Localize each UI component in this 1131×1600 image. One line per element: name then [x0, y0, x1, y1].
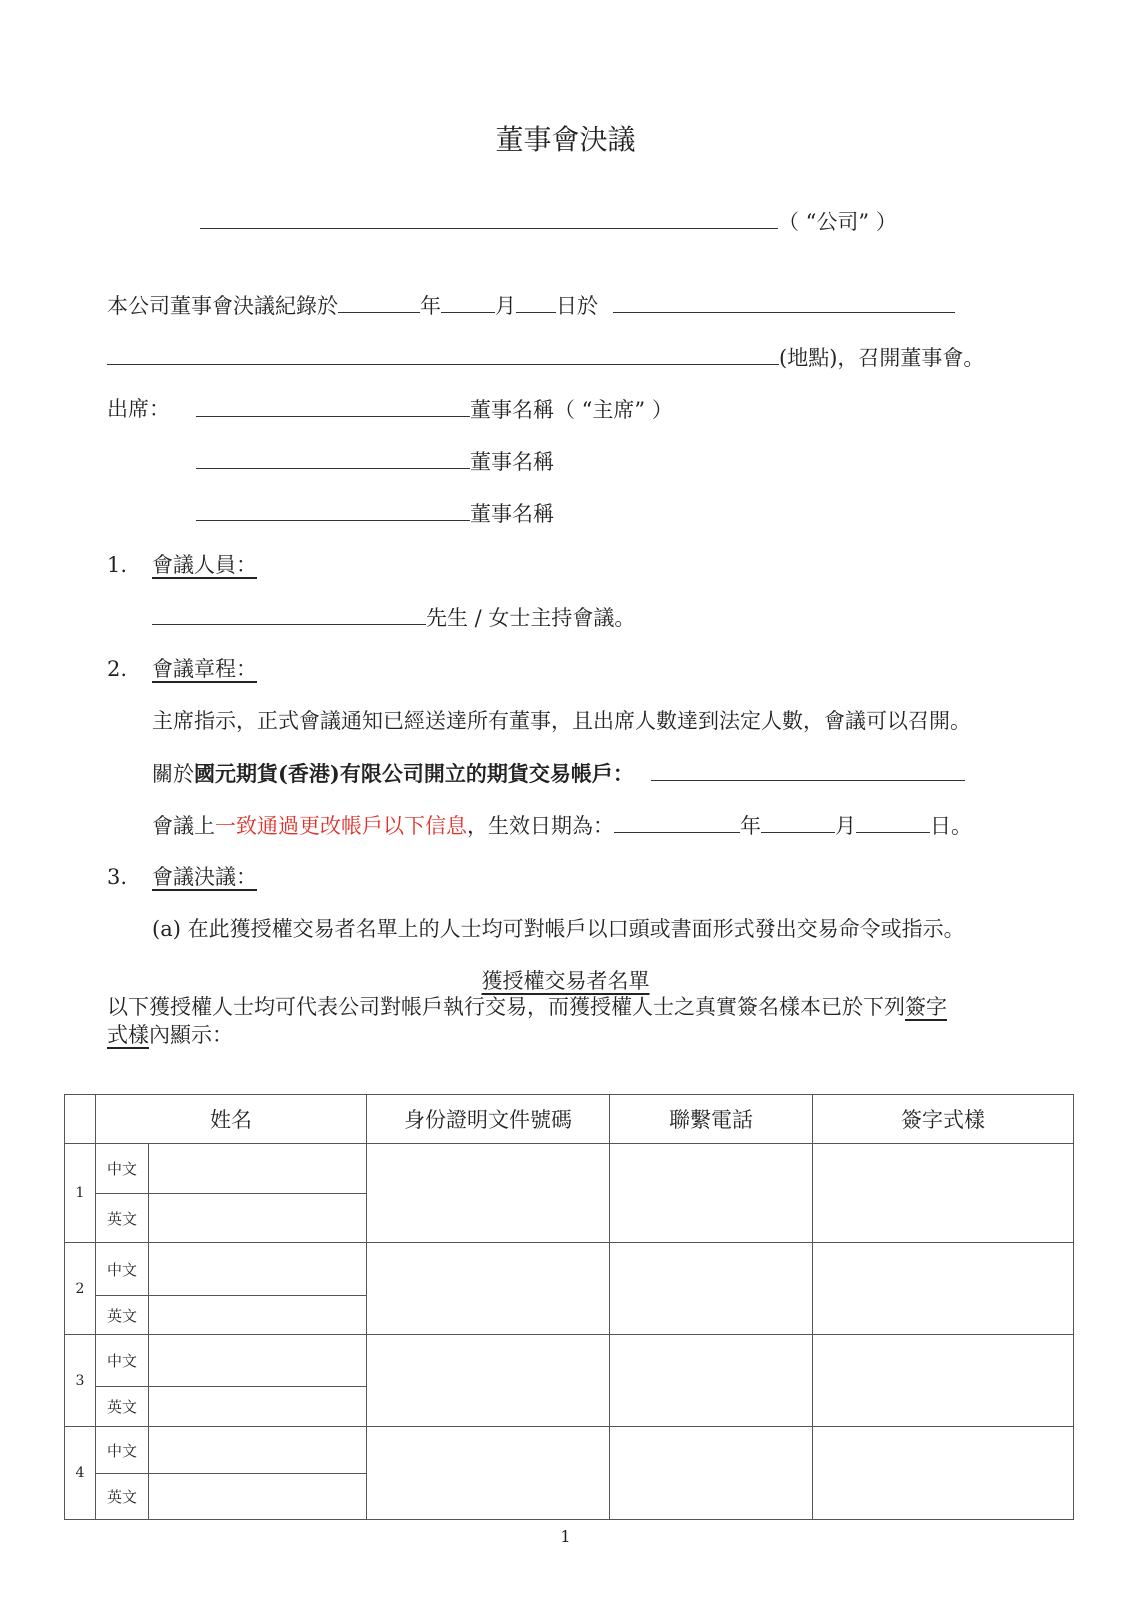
cn-label: 中文: [96, 1243, 149, 1296]
section-3-number: 3.: [107, 865, 128, 889]
location-blank-1[interactable]: [613, 290, 955, 313]
director-3-label: 董事名稱: [470, 502, 554, 526]
company-name-blank[interactable]: [200, 206, 778, 229]
header-index: [65, 1095, 96, 1144]
section-2-paragraph-3: [152, 810, 972, 841]
chair-label: 董事名稱（ “主席” ）: [470, 398, 673, 422]
id-number-cell[interactable]: [367, 1243, 610, 1335]
section-2-title: 會議章程：: [152, 657, 257, 681]
id-number-cell[interactable]: [367, 1144, 610, 1243]
attendee-row-3: [196, 498, 554, 529]
id-number-cell[interactable]: [367, 1427, 610, 1520]
host-name-blank[interactable]: [152, 602, 426, 625]
attendee-row-chair: [196, 394, 673, 425]
signature-cell[interactable]: [813, 1335, 1074, 1427]
effective-year-label: 年: [740, 814, 761, 838]
en-label: 英文: [96, 1194, 149, 1243]
authorized-list-heading: 獲授權交易者名單: [481, 969, 650, 993]
attendee-row-2: [196, 446, 554, 477]
cn-label: 中文: [96, 1335, 149, 1387]
page-number: 1: [560, 1527, 571, 1546]
en-label: 英文: [96, 1474, 149, 1520]
phone-cell[interactable]: [610, 1335, 813, 1427]
table-row: [65, 1243, 1074, 1296]
cn-label: 中文: [96, 1427, 149, 1474]
authorized-intro-line-2: [107, 1020, 233, 1050]
row-number: 3: [65, 1335, 96, 1427]
signature-cell[interactable]: [813, 1243, 1074, 1335]
en-label: 英文: [96, 1296, 149, 1335]
section-2-paragraph-1: 主席指示，正式會議通知已經送達所有董事，且出席人數達到法定人數，會議可以召開。: [152, 709, 971, 733]
section-2-paragraph-2: [152, 758, 965, 789]
cn-name-cell[interactable]: [149, 1144, 367, 1194]
table-row: [65, 1144, 1074, 1194]
day-blank[interactable]: [516, 290, 556, 313]
intro-text-2: 內顯示：: [149, 1023, 233, 1047]
table-row: [65, 1335, 1074, 1387]
section-1-title: 會議人員：: [152, 553, 257, 577]
minutes-line-1: [107, 290, 955, 321]
header-signature: 簽字式樣: [813, 1095, 1074, 1144]
section-3-item-a: (a) 在此獲授權交易者名單上的人士均可對帳戶以口頭或書面形式發出交易命令或指示。: [152, 917, 965, 941]
minutes-line-2: [107, 342, 984, 373]
effective-month-label: 月: [835, 814, 856, 838]
account-company: 國元期貨(香港)有限公司開立的期貨交易帳戶：: [194, 761, 634, 786]
en-name-cell[interactable]: [149, 1194, 367, 1243]
company-suffix: （ “公司” ）: [778, 210, 897, 234]
row-number: 2: [65, 1243, 96, 1335]
intro-text-1: 以下獲授權人士均可代表公司對帳戶執行交易，而獲授權人士之真實簽名樣本已於下列: [107, 995, 905, 1019]
signature-cell[interactable]: [813, 1427, 1074, 1520]
effective-year-blank[interactable]: [614, 810, 740, 833]
signature-cell[interactable]: [813, 1144, 1074, 1243]
year-blank[interactable]: [338, 290, 420, 313]
director-2-blank[interactable]: [196, 446, 470, 469]
chair-name-blank[interactable]: [196, 394, 470, 417]
intro-signature-ref-1: 簽字: [905, 995, 947, 1019]
phone-cell[interactable]: [610, 1243, 813, 1335]
section-3-title: 會議決議：: [152, 865, 257, 889]
host-row: [152, 602, 635, 633]
header-id-number: 身份證明文件號碼: [367, 1095, 610, 1144]
header-name: 姓名: [96, 1095, 367, 1144]
company-line-row: [200, 206, 897, 237]
section-1-number: 1.: [107, 553, 128, 577]
effective-day-blank[interactable]: [856, 810, 930, 833]
section-2-number: 2.: [107, 657, 128, 681]
effective-date-label: ，生效日期為：: [467, 814, 614, 838]
day-label: 日於: [556, 294, 598, 318]
en-name-cell[interactable]: [149, 1296, 367, 1335]
cn-name-cell[interactable]: [149, 1243, 367, 1296]
effective-month-blank[interactable]: [761, 810, 835, 833]
account-prefix: 關於: [152, 762, 194, 786]
id-number-cell[interactable]: [367, 1335, 610, 1427]
en-name-cell[interactable]: [149, 1387, 367, 1427]
director-3-blank[interactable]: [196, 498, 470, 521]
intro-signature-ref-2: 式樣: [107, 1023, 149, 1047]
minutes-prefix: 本公司董事會決議紀錄於: [107, 294, 338, 318]
authorized-intro-line-1: [107, 992, 947, 1022]
location-suffix: (地點)，召開董事會。: [779, 346, 985, 370]
header-phone: 聯繫電話: [610, 1095, 813, 1144]
row-number: 1: [65, 1144, 96, 1243]
table-header-row: [65, 1095, 1074, 1144]
phone-cell[interactable]: [610, 1144, 813, 1243]
table-row: [65, 1427, 1074, 1474]
attendance-label: 出席：: [107, 397, 170, 421]
cn-name-cell[interactable]: [149, 1335, 367, 1387]
location-blank-2[interactable]: [107, 342, 779, 365]
document-title: 董事會決議: [495, 123, 636, 156]
host-label: 先生 / 女士主持會議。: [426, 606, 636, 630]
director-2-label: 董事名稱: [470, 450, 554, 474]
row-number: 4: [65, 1427, 96, 1520]
en-label: 英文: [96, 1387, 149, 1427]
cn-name-cell[interactable]: [149, 1427, 367, 1474]
month-label: 月: [495, 294, 516, 318]
month-blank[interactable]: [441, 290, 495, 313]
year-label: 年: [420, 294, 441, 318]
resolution-highlight: 一致通過更改帳戶以下信息: [215, 814, 467, 838]
cn-label: 中文: [96, 1144, 149, 1194]
account-number-blank[interactable]: [651, 758, 965, 781]
en-name-cell[interactable]: [149, 1474, 367, 1520]
effective-day-label: 日。: [930, 814, 972, 838]
meeting-prefix: 會議上: [152, 814, 215, 838]
phone-cell[interactable]: [610, 1427, 813, 1520]
authorized-traders-table: [64, 1094, 1074, 1520]
